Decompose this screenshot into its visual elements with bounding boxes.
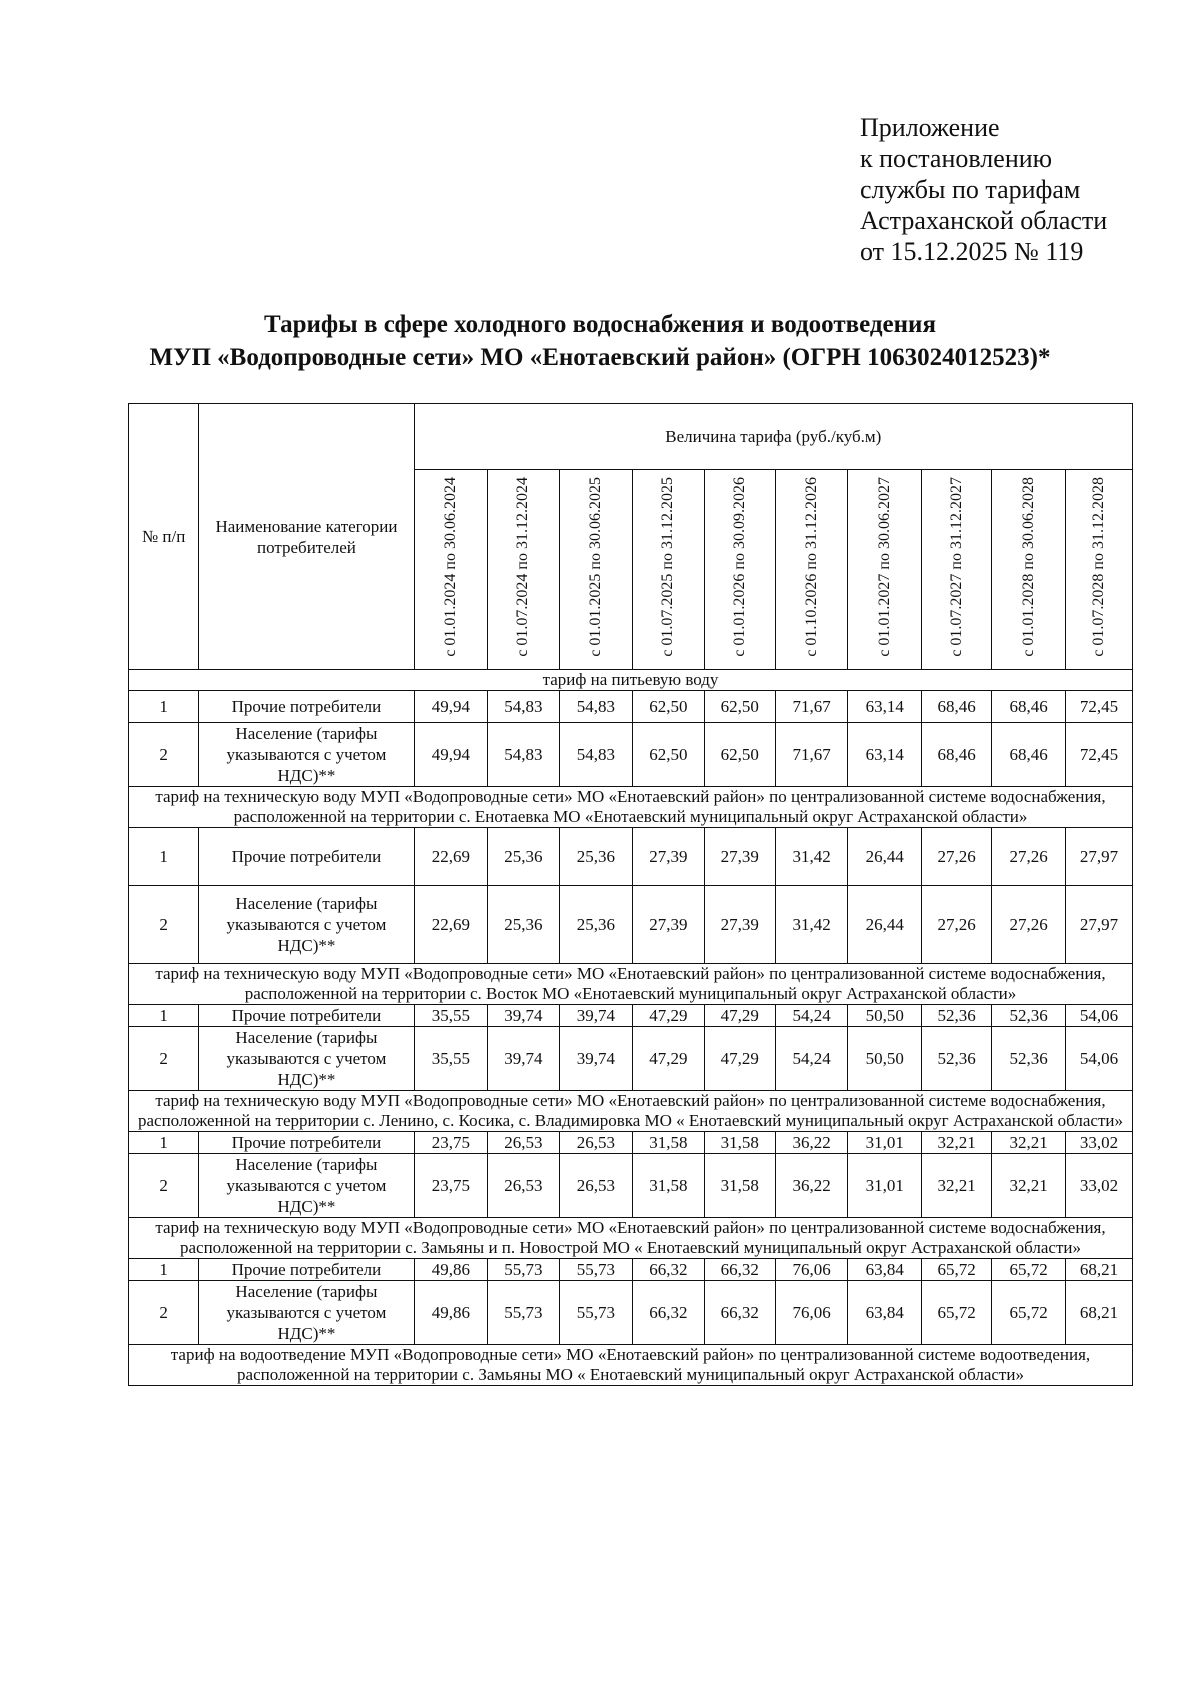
period-label: с 01.01.2026 по 30.09.2026 — [730, 477, 748, 657]
section-title: тариф на техническую воду МУП «Водопроводные сети» МО «Енотаевский район» по централизованной системе водоснабжения, расположенной на территории с. Енотаевка МО «Енотаевский муниципальный округ Астраханской области» — [129, 787, 1133, 828]
tariff-value: 36,22 — [775, 1154, 847, 1218]
tariff-value: 50,50 — [848, 1005, 922, 1027]
row-number: 1 — [129, 1005, 199, 1027]
tariff-value: 65,72 — [922, 1259, 992, 1281]
tariff-value: 55,73 — [488, 1259, 559, 1281]
tariff-value: 68,21 — [1065, 1281, 1132, 1345]
row-number: 2 — [129, 723, 199, 787]
tariff-value: 65,72 — [992, 1281, 1066, 1345]
period-label: с 01.10.2026 по 31.12.2026 — [802, 477, 820, 657]
tariff-value: 72,45 — [1065, 691, 1132, 723]
category-name: Население (тарифы указываются с учетом НДС)** — [199, 723, 414, 787]
section-row — [129, 1218, 1133, 1259]
tariff-value: 36,22 — [775, 1132, 847, 1154]
tariff-value: 39,74 — [488, 1005, 559, 1027]
appendix-line: службы по тарифам — [860, 175, 1081, 204]
table-row — [129, 691, 1133, 723]
tariff-value: 32,21 — [992, 1132, 1066, 1154]
tariff-value: 63,14 — [848, 723, 922, 787]
appendix-line: Астраханской области — [860, 206, 1108, 235]
tariff-value: 63,84 — [848, 1281, 922, 1345]
tariff-value: 25,36 — [488, 828, 559, 886]
tariff-value: 27,39 — [633, 828, 704, 886]
tariff-value: 31,58 — [633, 1132, 704, 1154]
tariff-value: 22,69 — [414, 828, 488, 886]
appendix-line: от 15.12.2025 № 119 — [860, 237, 1084, 266]
tariff-value: 62,50 — [704, 723, 775, 787]
tariff-value: 31,58 — [704, 1132, 775, 1154]
category-name: Население (тарифы указываются с учетом НДС)** — [199, 1281, 414, 1345]
tariff-value: 47,29 — [633, 1005, 704, 1027]
row-number: 2 — [129, 1281, 199, 1345]
tariff-value: 25,36 — [559, 828, 633, 886]
row-number: 2 — [129, 1154, 199, 1218]
tariff-value: 47,29 — [704, 1027, 775, 1091]
tariff-value: 54,83 — [559, 691, 633, 723]
appendix-block — [860, 112, 1107, 267]
category-name: Прочие потребители — [199, 1132, 414, 1154]
section-title: тариф на техническую воду МУП «Водопроводные сети» МО «Енотаевский район» по централизованной системе водоснабжения, расположенной на территории с. Ленино, с. Косика, с. Владимировка МО « Енотаевский муниципальный округ Астраханской области» — [129, 1091, 1133, 1132]
tariff-value: 26,53 — [488, 1154, 559, 1218]
table-row — [129, 1027, 1133, 1091]
tariff-value: 52,36 — [922, 1005, 992, 1027]
tariff-value: 49,94 — [414, 723, 488, 787]
tariff-value: 27,39 — [704, 828, 775, 886]
period-header-1 — [414, 470, 488, 670]
tariff-value: 27,26 — [992, 886, 1066, 964]
section-title: тариф на техническую воду МУП «Водопроводные сети» МО «Енотаевский район» по централизованной системе водоснабжения, расположенной на территории с. Восток МО «Енотаевский муниципальный округ Астраханской области» — [129, 964, 1133, 1005]
tariff-value: 32,21 — [992, 1154, 1066, 1218]
tariff-value: 27,39 — [633, 886, 704, 964]
tariff-value: 68,46 — [922, 723, 992, 787]
tariff-value: 63,14 — [848, 691, 922, 723]
tariff-value: 52,36 — [992, 1005, 1066, 1027]
tariff-value: 47,29 — [704, 1005, 775, 1027]
tariff-value: 31,01 — [848, 1154, 922, 1218]
tariff-value: 35,55 — [414, 1027, 488, 1091]
tariff-value: 22,69 — [414, 886, 488, 964]
tariff-value: 63,84 — [848, 1259, 922, 1281]
tariff-value: 35,55 — [414, 1005, 488, 1027]
tariff-value: 76,06 — [775, 1281, 847, 1345]
tariff-value: 52,36 — [992, 1027, 1066, 1091]
column-header-tariff-value: Величина тарифа (руб./куб.м) — [414, 404, 1132, 470]
category-name: Прочие потребители — [199, 1005, 414, 1027]
section-row — [129, 1345, 1133, 1386]
category-name: Прочие потребители — [199, 828, 414, 886]
row-number: 1 — [129, 828, 199, 886]
tariff-value: 25,36 — [488, 886, 559, 964]
period-header-4 — [633, 470, 704, 670]
tariff-value: 68,46 — [992, 723, 1066, 787]
tariff-value: 27,26 — [922, 828, 992, 886]
tariff-value: 54,24 — [775, 1027, 847, 1091]
period-label: с 01.01.2024 по 30.06.2024 — [441, 477, 459, 657]
tariff-value: 76,06 — [775, 1259, 847, 1281]
tariff-value: 49,86 — [414, 1259, 488, 1281]
section-row — [129, 1091, 1133, 1132]
period-label: с 01.07.2027 по 31.12.2027 — [947, 477, 965, 657]
tariff-value: 31,42 — [775, 828, 847, 886]
category-name: Население (тарифы указываются с учетом НДС)** — [199, 1154, 414, 1218]
column-header-number: № п/п — [129, 404, 199, 670]
appendix-line: Приложение — [860, 113, 1000, 142]
period-header-7 — [848, 470, 922, 670]
section-title: тариф на питьевую воду — [129, 670, 1133, 691]
period-header-10 — [1065, 470, 1132, 670]
tariff-value: 49,86 — [414, 1281, 488, 1345]
document-title — [60, 308, 1140, 374]
tariff-value: 47,29 — [633, 1027, 704, 1091]
section-row — [129, 787, 1133, 828]
category-name: Прочие потребители — [199, 1259, 414, 1281]
tariff-value: 54,06 — [1065, 1027, 1132, 1091]
tariff-value: 71,67 — [775, 691, 847, 723]
tariff-value: 26,44 — [848, 886, 922, 964]
tariff-value: 66,32 — [633, 1281, 704, 1345]
period-header-5 — [704, 470, 775, 670]
table-row — [129, 1281, 1133, 1345]
tariff-value: 27,26 — [922, 886, 992, 964]
tariff-value: 68,21 — [1065, 1259, 1132, 1281]
category-name: Прочие потребители — [199, 691, 414, 723]
tariff-value: 71,67 — [775, 723, 847, 787]
tariff-value: 62,50 — [704, 691, 775, 723]
category-name: Население (тарифы указываются с учетом НДС)** — [199, 1027, 414, 1091]
table-row — [129, 1132, 1133, 1154]
table-row — [129, 886, 1133, 964]
tariff-value: 26,44 — [848, 828, 922, 886]
tariff-value: 68,46 — [992, 691, 1066, 723]
period-header-8 — [922, 470, 992, 670]
tariff-value: 25,36 — [559, 886, 633, 964]
period-label: с 01.01.2028 по 30.06.2028 — [1019, 477, 1037, 657]
table-body — [129, 670, 1133, 1386]
tariff-value: 54,24 — [775, 1005, 847, 1027]
tariff-value: 66,32 — [704, 1281, 775, 1345]
tariff-value: 31,01 — [848, 1132, 922, 1154]
period-header-6 — [775, 470, 847, 670]
table-row — [129, 828, 1133, 886]
tariff-value: 23,75 — [414, 1132, 488, 1154]
category-name: Население (тарифы указываются с учетом НДС)** — [199, 886, 414, 964]
tariff-value: 39,74 — [488, 1027, 559, 1091]
row-number: 1 — [129, 691, 199, 723]
tariff-value: 27,39 — [704, 886, 775, 964]
tariff-value: 33,02 — [1065, 1132, 1132, 1154]
tariff-value: 54,83 — [488, 723, 559, 787]
section-title: тариф на водоотведение МУП «Водопроводные сети» МО «Енотаевский район» по централизованной системе водоотведения, расположенной на территории с. Замьяны МО « Енотаевский муниципальный округ Астраханской области» — [129, 1345, 1133, 1386]
tariff-value: 27,97 — [1065, 828, 1132, 886]
tariff-value: 72,45 — [1065, 723, 1132, 787]
tariff-value: 54,83 — [488, 691, 559, 723]
tariff-value: 55,73 — [559, 1259, 633, 1281]
tariff-value: 50,50 — [848, 1027, 922, 1091]
document-title-line2: МУП «Водопроводные сети» МО «Енотаевский район» (ОГРН 1063024012523)* — [149, 344, 1051, 371]
appendix-line: к постановлению — [860, 144, 1053, 173]
tariff-value: 26,53 — [559, 1132, 633, 1154]
section-row — [129, 964, 1133, 1005]
tariff-value: 55,73 — [488, 1281, 559, 1345]
tariff-value: 54,83 — [559, 723, 633, 787]
tariff-value: 62,50 — [633, 723, 704, 787]
tariff-value: 65,72 — [922, 1281, 992, 1345]
tariff-value: 68,46 — [922, 691, 992, 723]
period-label: с 01.01.2027 по 30.06.2027 — [875, 477, 893, 657]
period-label: с 01.07.2028 по 31.12.2028 — [1089, 477, 1107, 657]
period-label: с 01.07.2025 по 31.12.2025 — [659, 477, 677, 657]
tariff-value: 39,74 — [559, 1005, 633, 1027]
tariff-value: 52,36 — [922, 1027, 992, 1091]
tariff-value: 23,75 — [414, 1154, 488, 1218]
tariff-value: 26,53 — [488, 1132, 559, 1154]
period-header-2 — [488, 470, 559, 670]
tariff-value: 62,50 — [633, 691, 704, 723]
period-label: с 01.07.2024 по 31.12.2024 — [514, 477, 532, 657]
tariff-value: 66,32 — [704, 1259, 775, 1281]
table-row — [129, 723, 1133, 787]
tariff-value: 55,73 — [559, 1281, 633, 1345]
table-row — [129, 1259, 1133, 1281]
tariff-value: 31,58 — [633, 1154, 704, 1218]
row-number: 2 — [129, 886, 199, 964]
table-row — [129, 1154, 1133, 1218]
section-title: тариф на техническую воду МУП «Водопроводные сети» МО «Енотаевский район» по централизованной системе водоснабжения, расположенной на территории с. Замьяны и п. Новострой МО « Енотаевский муниципальный округ Астраханской области» — [129, 1218, 1133, 1259]
tariff-value: 66,32 — [633, 1259, 704, 1281]
tariff-value: 39,74 — [559, 1027, 633, 1091]
tariff-value: 32,21 — [922, 1132, 992, 1154]
tariff-value: 27,97 — [1065, 886, 1132, 964]
period-label: с 01.01.2025 по 30.06.2025 — [586, 477, 604, 657]
period-header-3 — [559, 470, 633, 670]
column-header-category: Наименование категории потребителей — [199, 404, 414, 670]
tariff-value: 65,72 — [992, 1259, 1066, 1281]
tariff-value: 54,06 — [1065, 1005, 1132, 1027]
table-row — [129, 1005, 1133, 1027]
tariff-value: 32,21 — [922, 1154, 992, 1218]
row-number: 2 — [129, 1027, 199, 1091]
tariff-value: 31,58 — [704, 1154, 775, 1218]
row-number: 1 — [129, 1259, 199, 1281]
tariff-value: 27,26 — [992, 828, 1066, 886]
tariffs-table — [128, 403, 1133, 1386]
period-header-9 — [992, 470, 1066, 670]
tariff-value: 26,53 — [559, 1154, 633, 1218]
tariff-value: 49,94 — [414, 691, 488, 723]
document-title-line1: Тарифы в сфере холодного водоснабжения и водоотведения — [264, 311, 936, 338]
row-number: 1 — [129, 1132, 199, 1154]
tariff-value: 33,02 — [1065, 1154, 1132, 1218]
section-row — [129, 670, 1133, 691]
tariff-value: 31,42 — [775, 886, 847, 964]
